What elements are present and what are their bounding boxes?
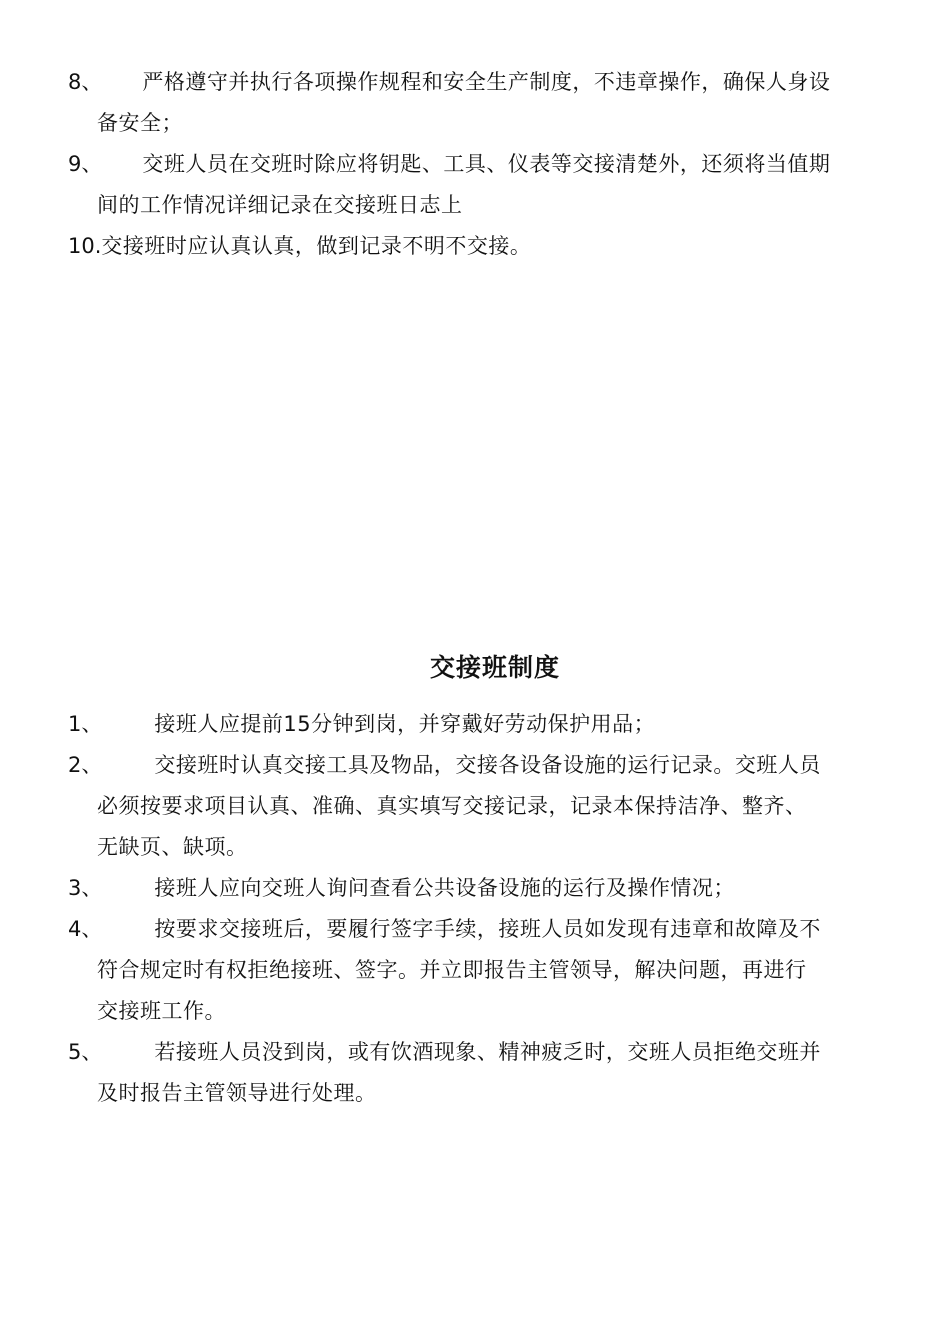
- item-text-continued: 交接班工作。: [97, 999, 226, 1023]
- item-text: 严格遵守并执行各项操作规程和安全生产制度，不违章操作，确保人身设: [142, 70, 831, 94]
- item-text-continued: 必须按要求项目认真、准确、真实填写交接记录，记录本保持洁净、整齐、: [97, 794, 807, 818]
- section-title: 交接班制度: [429, 653, 560, 682]
- item-text: 交接班时应认真认真，做到记录不明不交接。: [101, 234, 532, 258]
- list-item-9: [68, 144, 908, 226]
- item-number: 2、: [68, 753, 103, 777]
- rule-item-5: [68, 1032, 908, 1114]
- item-text: 接班人应向交班人询问查看公共设备设施的运行及操作情况；: [154, 876, 735, 900]
- item-number: 10.: [68, 234, 102, 258]
- rule-item-1: [68, 704, 908, 745]
- item-number: 9、: [68, 152, 103, 176]
- rule-item-2: [68, 745, 908, 868]
- item-text-continued: 无缺页、缺项。: [97, 835, 248, 859]
- item-number: 5、: [68, 1040, 103, 1064]
- item-number: 4、: [68, 917, 103, 941]
- item-text: 交接班时认真交接工具及物品，交接各设备设施的运行记录。交班人员: [154, 753, 821, 777]
- item-number: 1、: [68, 712, 103, 736]
- item-text-continued: 备安全；: [97, 111, 183, 135]
- list-item-10: [68, 226, 908, 267]
- list-item-8: [68, 62, 908, 144]
- rule-item-3: [68, 868, 908, 909]
- item-text: 交班人员在交班时除应将钥匙、工具、仪表等交接清楚外，还须将当值期: [142, 152, 831, 176]
- rule-item-4: [68, 909, 908, 1032]
- item-text: 接班人应提前15分钟到岗，并穿戴好劳动保护用品；: [154, 712, 656, 736]
- item-number: 8、: [68, 70, 103, 94]
- item-text-continued: 符合规定时有权拒绝接班、签字。并立即报告主管领导，解决问题，再进行: [97, 958, 807, 982]
- item-text: 若接班人员没到岗，或有饮酒现象、精神疲乏时，交班人员拒绝交班并: [154, 1040, 821, 1064]
- item-number: 3、: [68, 876, 103, 900]
- item-text: 按要求交接班后，要履行签字手续，接班人员如发现有违章和故障及不: [154, 917, 821, 941]
- item-text-continued: 及时报告主管领导进行处理。: [97, 1081, 377, 1105]
- item-text-continued: 间的工作情况详细记录在交接班日志上: [97, 193, 463, 217]
